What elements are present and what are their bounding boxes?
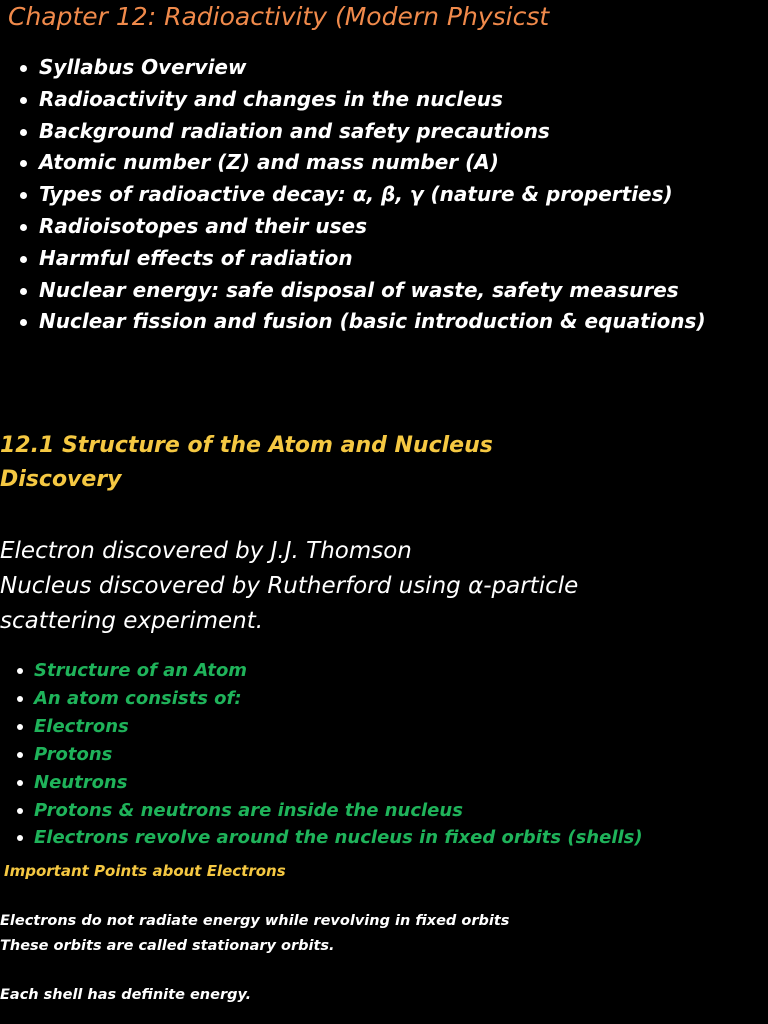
syllabus-item: Harmful effects of radiation bbox=[18, 243, 706, 275]
atom-list-item: Electrons bbox=[16, 713, 643, 741]
note-line: Electrons do not radiate energy while revolving in fixed orbits bbox=[0, 913, 510, 929]
section-heading bbox=[0, 429, 493, 497]
syllabus-item: Nuclear fission and fusion (basic introduction & equations) bbox=[18, 306, 706, 338]
syllabus-list bbox=[18, 52, 706, 338]
section-subheading: Discovery bbox=[0, 467, 122, 492]
discovery-line: Electron discovered by J.J. Thomson bbox=[0, 538, 412, 564]
chapter-title: Chapter 12: Radioactivity (Modern Physicst bbox=[8, 2, 550, 31]
syllabus-item: Background radiation and safety precautions bbox=[18, 116, 706, 148]
section-heading-line: 12.1 Structure of the Atom and Nucleus bbox=[0, 433, 493, 458]
atom-list-item: An atom consists of: bbox=[16, 685, 643, 713]
atom-list-item: Electrons revolve around the nucleus in fixed orbits (shells) bbox=[16, 824, 643, 852]
atom-list-item: Protons & neutrons are inside the nucleus bbox=[16, 797, 643, 825]
note-spacer bbox=[0, 958, 509, 983]
syllabus-item: Radioactivity and changes in the nucleus bbox=[18, 84, 706, 116]
syllabus-item: Atomic number (Z) and mass number (A) bbox=[18, 147, 706, 179]
syllabus-item: Types of radioactive decay: α, β, γ (nature & properties) bbox=[18, 179, 706, 211]
syllabus-item: Radioisotopes and their uses bbox=[18, 211, 706, 243]
note-line: Each shell has definite energy. bbox=[0, 986, 252, 1003]
syllabus-item: Nuclear energy: safe disposal of waste, safety measures bbox=[18, 275, 706, 307]
discovery-line: scattering experiment. bbox=[0, 608, 264, 634]
discovery-line: Nucleus discovered by Rutherford using α-particle bbox=[0, 573, 579, 599]
atom-structure-list bbox=[16, 657, 643, 852]
note-line: These orbits are called stationary orbits. bbox=[0, 937, 335, 954]
electron-notes bbox=[0, 909, 509, 1007]
atom-list-item: Structure of an Atom bbox=[16, 657, 643, 685]
discovery-text bbox=[0, 534, 578, 639]
syllabus-item: Syllabus Overview bbox=[18, 52, 706, 84]
atom-list-item: Neutrons bbox=[16, 769, 643, 797]
atom-list-item: Protons bbox=[16, 741, 643, 769]
important-points-heading: Important Points about Electrons bbox=[4, 862, 286, 880]
